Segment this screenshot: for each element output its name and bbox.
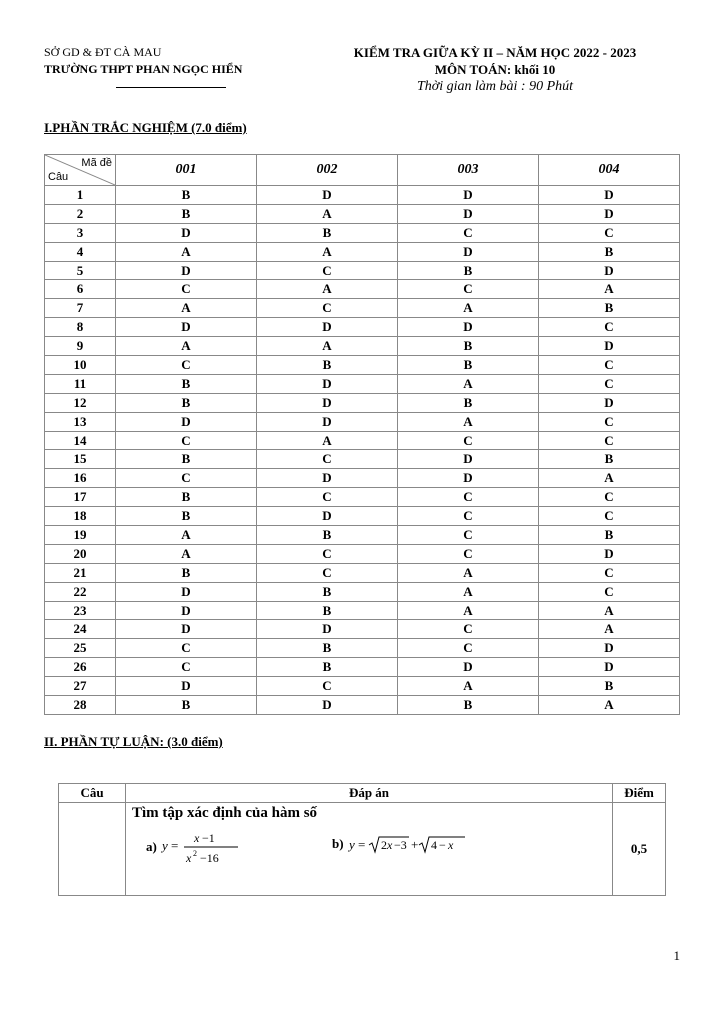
answer-row bbox=[45, 242, 680, 261]
essay-col-score: Điểm bbox=[613, 784, 666, 803]
svg-text:4: 4 bbox=[430, 838, 437, 852]
answer-cell: C bbox=[398, 526, 539, 545]
answer-row bbox=[45, 526, 680, 545]
answer-key-body bbox=[45, 186, 680, 715]
svg-text:=: = bbox=[357, 837, 366, 852]
essay-col-answer: Đáp án bbox=[126, 784, 613, 803]
answer-cell: D bbox=[398, 658, 539, 677]
answer-cell: B bbox=[398, 356, 539, 375]
formula-a bbox=[160, 828, 250, 868]
answer-cell: A bbox=[398, 412, 539, 431]
code-header: 003 bbox=[398, 155, 539, 186]
answer-cell: D bbox=[539, 337, 680, 356]
part-a bbox=[146, 828, 250, 868]
code-header: 002 bbox=[257, 155, 398, 186]
part-b bbox=[332, 834, 477, 856]
part-a-label: a) bbox=[146, 838, 157, 854]
answer-cell: C bbox=[116, 356, 257, 375]
answer-cell: D bbox=[398, 242, 539, 261]
exam-header bbox=[330, 44, 660, 95]
answer-cell: C bbox=[257, 563, 398, 582]
answer-cell: D bbox=[539, 393, 680, 412]
answer-cell: D bbox=[539, 658, 680, 677]
answer-cell: A bbox=[398, 601, 539, 620]
exam-duration: Thời gian làm bài : 90 Phút bbox=[416, 79, 574, 94]
answer-cell: B bbox=[116, 186, 257, 205]
answer-cell: A bbox=[116, 526, 257, 545]
svg-text:2: 2 bbox=[380, 838, 387, 852]
answer-cell: A bbox=[539, 469, 680, 488]
answer-row bbox=[45, 507, 680, 526]
answer-cell: D bbox=[539, 261, 680, 280]
answer-cell: A bbox=[398, 563, 539, 582]
answer-row bbox=[45, 337, 680, 356]
section2-title: II. PHẦN TỰ LUẬN: (3.0 điểm) bbox=[44, 734, 223, 749]
svg-text:2: 2 bbox=[193, 849, 198, 858]
question-number: 16 bbox=[45, 469, 116, 488]
answer-cell: A bbox=[257, 337, 398, 356]
answer-cell: B bbox=[257, 223, 398, 242]
answer-cell: B bbox=[257, 639, 398, 658]
answer-cell: D bbox=[116, 601, 257, 620]
answer-row bbox=[45, 563, 680, 582]
answer-cell: A bbox=[257, 204, 398, 223]
answer-cell: C bbox=[398, 620, 539, 639]
answer-cell: C bbox=[398, 431, 539, 450]
answer-cell: B bbox=[116, 563, 257, 582]
answer-cell: A bbox=[539, 620, 680, 639]
answer-cell: D bbox=[398, 318, 539, 337]
answer-cell: D bbox=[257, 469, 398, 488]
answer-cell: B bbox=[116, 393, 257, 412]
answer-cell: A bbox=[398, 582, 539, 601]
answer-cell: D bbox=[257, 393, 398, 412]
svg-text:y: y bbox=[162, 838, 168, 853]
answer-row bbox=[45, 696, 680, 715]
answer-cell: D bbox=[398, 204, 539, 223]
question-number: 19 bbox=[45, 526, 116, 545]
answer-row bbox=[45, 431, 680, 450]
answer-cell: B bbox=[398, 393, 539, 412]
question-number: 18 bbox=[45, 507, 116, 526]
question-number: 17 bbox=[45, 488, 116, 507]
answer-row bbox=[45, 412, 680, 431]
essay-table bbox=[58, 783, 666, 896]
answer-row bbox=[45, 393, 680, 412]
answer-cell: B bbox=[116, 204, 257, 223]
answer-cell: D bbox=[539, 186, 680, 205]
corner-cell bbox=[45, 155, 116, 186]
answer-cell: C bbox=[539, 431, 680, 450]
answer-cell: B bbox=[539, 450, 680, 469]
answer-cell: B bbox=[539, 299, 680, 318]
answer-row bbox=[45, 488, 680, 507]
answer-cell: C bbox=[539, 488, 680, 507]
answer-cell: A bbox=[539, 601, 680, 620]
svg-text:+: + bbox=[410, 837, 419, 852]
question-number: 14 bbox=[45, 431, 116, 450]
essay-row bbox=[59, 803, 666, 896]
answer-cell: D bbox=[257, 507, 398, 526]
answer-cell: D bbox=[257, 374, 398, 393]
answer-cell: B bbox=[539, 526, 680, 545]
question-number: 9 bbox=[45, 337, 116, 356]
answer-cell: B bbox=[116, 488, 257, 507]
answer-cell: D bbox=[116, 261, 257, 280]
answer-cell: B bbox=[116, 507, 257, 526]
answer-cell: A bbox=[539, 696, 680, 715]
question-number: 4 bbox=[45, 242, 116, 261]
section1-title: I.PHẦN TRẮC NGHIỆM (7.0 điểm) bbox=[44, 120, 247, 135]
answer-cell: C bbox=[398, 488, 539, 507]
answer-cell: B bbox=[116, 696, 257, 715]
question-title: Tìm tập xác định của hàm số bbox=[132, 805, 318, 821]
answer-cell: B bbox=[257, 582, 398, 601]
answer-cell: C bbox=[539, 412, 680, 431]
answer-cell: B bbox=[398, 261, 539, 280]
answer-cell: C bbox=[257, 677, 398, 696]
answer-cell: D bbox=[116, 677, 257, 696]
code-header: 001 bbox=[116, 155, 257, 186]
answer-cell: C bbox=[257, 544, 398, 563]
svg-text:−1: −1 bbox=[202, 831, 215, 845]
answer-cell: B bbox=[398, 696, 539, 715]
corner-label-code: Mã đề bbox=[81, 157, 112, 169]
answer-cell: D bbox=[116, 412, 257, 431]
answer-cell: C bbox=[539, 223, 680, 242]
answer-row bbox=[45, 658, 680, 677]
answer-cell: C bbox=[539, 507, 680, 526]
question-number: 28 bbox=[45, 696, 116, 715]
answer-cell: B bbox=[257, 601, 398, 620]
question-number: 6 bbox=[45, 280, 116, 299]
svg-text:−3: −3 bbox=[393, 838, 407, 852]
essay-question-cell bbox=[59, 803, 126, 896]
school-name: TRƯỜNG THPT PHAN NGỌC HIỂN bbox=[44, 62, 243, 76]
answer-row bbox=[45, 639, 680, 658]
question-number: 21 bbox=[45, 563, 116, 582]
answer-cell: B bbox=[539, 677, 680, 696]
answer-row bbox=[45, 299, 680, 318]
answer-cell: A bbox=[257, 280, 398, 299]
answer-row bbox=[45, 261, 680, 280]
answer-row bbox=[45, 469, 680, 488]
exam-subject: MÔN TOÁN: khối 10 bbox=[434, 62, 556, 77]
header-divider bbox=[116, 87, 226, 88]
answer-cell: A bbox=[116, 299, 257, 318]
svg-text:−16: −16 bbox=[200, 851, 219, 865]
answer-cell: B bbox=[257, 658, 398, 677]
answer-cell: C bbox=[257, 450, 398, 469]
answer-key-table bbox=[44, 154, 680, 715]
answer-cell: A bbox=[539, 280, 680, 299]
answer-cell: D bbox=[257, 696, 398, 715]
answer-cell: D bbox=[539, 204, 680, 223]
answer-cell: B bbox=[398, 337, 539, 356]
answer-cell: B bbox=[539, 242, 680, 261]
answer-cell: D bbox=[116, 223, 257, 242]
answer-cell: D bbox=[116, 620, 257, 639]
answer-cell: C bbox=[539, 318, 680, 337]
question-number: 27 bbox=[45, 677, 116, 696]
answer-cell: A bbox=[257, 242, 398, 261]
answer-row bbox=[45, 318, 680, 337]
answer-cell: A bbox=[398, 299, 539, 318]
part-b-label: b) bbox=[332, 835, 344, 851]
answer-cell: C bbox=[116, 469, 257, 488]
code-header: 004 bbox=[539, 155, 680, 186]
essay-col-question: Câu bbox=[59, 784, 126, 803]
answer-cell: C bbox=[116, 431, 257, 450]
question-number: 7 bbox=[45, 299, 116, 318]
answer-cell: B bbox=[257, 526, 398, 545]
svg-text:−: − bbox=[438, 838, 446, 852]
svg-text:=: = bbox=[171, 838, 179, 853]
corner-label-question: Câu bbox=[48, 171, 69, 183]
svg-text:x: x bbox=[194, 831, 200, 845]
answer-row bbox=[45, 204, 680, 223]
answer-cell: C bbox=[398, 544, 539, 563]
question-number: 24 bbox=[45, 620, 116, 639]
question-number: 12 bbox=[45, 393, 116, 412]
question-number: 2 bbox=[45, 204, 116, 223]
answer-cell: A bbox=[257, 431, 398, 450]
answer-cell: D bbox=[257, 318, 398, 337]
answer-cell: C bbox=[116, 658, 257, 677]
question-number: 26 bbox=[45, 658, 116, 677]
question-number: 23 bbox=[45, 601, 116, 620]
answer-cell: C bbox=[398, 280, 539, 299]
answer-row bbox=[45, 280, 680, 299]
svg-text:x: x bbox=[386, 838, 393, 852]
answer-cell: C bbox=[539, 356, 680, 375]
question-number: 13 bbox=[45, 412, 116, 431]
answer-cell: D bbox=[116, 318, 257, 337]
answer-cell: C bbox=[257, 488, 398, 507]
question-number: 22 bbox=[45, 582, 116, 601]
page-number: 1 bbox=[673, 948, 680, 963]
answer-cell: D bbox=[539, 544, 680, 563]
svg-text:y: y bbox=[348, 837, 355, 852]
answer-cell: A bbox=[116, 544, 257, 563]
question-number: 5 bbox=[45, 261, 116, 280]
answer-row bbox=[45, 186, 680, 205]
question-number: 15 bbox=[45, 450, 116, 469]
answer-cell: A bbox=[398, 677, 539, 696]
answer-cell: C bbox=[539, 374, 680, 393]
answer-cell: D bbox=[398, 450, 539, 469]
svg-text:x: x bbox=[447, 838, 454, 852]
answer-cell: A bbox=[116, 242, 257, 261]
answer-cell: C bbox=[257, 261, 398, 280]
answer-cell: D bbox=[116, 582, 257, 601]
answer-cell: C bbox=[398, 507, 539, 526]
answer-cell: C bbox=[257, 299, 398, 318]
formula-b bbox=[347, 834, 477, 856]
answer-cell: B bbox=[257, 356, 398, 375]
essay-answer-cell bbox=[126, 803, 613, 896]
answer-row bbox=[45, 450, 680, 469]
answer-cell: B bbox=[116, 374, 257, 393]
question-number: 20 bbox=[45, 544, 116, 563]
answer-cell: C bbox=[539, 582, 680, 601]
answer-cell: D bbox=[398, 186, 539, 205]
answer-row bbox=[45, 356, 680, 375]
answer-row bbox=[45, 223, 680, 242]
school-header bbox=[44, 44, 242, 88]
svg-text:x: x bbox=[186, 851, 192, 865]
answer-cell: C bbox=[398, 639, 539, 658]
answer-cell: C bbox=[539, 563, 680, 582]
answer-key-header-row bbox=[45, 155, 680, 186]
essay-header-row bbox=[59, 784, 666, 803]
answer-row bbox=[45, 544, 680, 563]
essay-score-cell: 0,5 bbox=[613, 803, 666, 896]
answer-cell: D bbox=[257, 186, 398, 205]
question-number: 8 bbox=[45, 318, 116, 337]
answer-cell: A bbox=[398, 374, 539, 393]
question-number: 3 bbox=[45, 223, 116, 242]
answer-cell: C bbox=[116, 280, 257, 299]
answer-cell: D bbox=[398, 469, 539, 488]
answer-row bbox=[45, 601, 680, 620]
answer-row bbox=[45, 374, 680, 393]
department-name: SỞ GD & ĐT CÀ MAU bbox=[44, 45, 162, 59]
answer-row bbox=[45, 677, 680, 696]
exam-title: KIỂM TRA GIỮA KỲ II – NĂM HỌC 2022 - 2023 bbox=[353, 45, 637, 60]
question-number: 25 bbox=[45, 639, 116, 658]
question-number: 1 bbox=[45, 186, 116, 205]
answer-cell: D bbox=[257, 620, 398, 639]
answer-row bbox=[45, 620, 680, 639]
answer-cell: C bbox=[116, 639, 257, 658]
answer-cell: C bbox=[398, 223, 539, 242]
answer-row bbox=[45, 582, 680, 601]
answer-cell: B bbox=[116, 450, 257, 469]
answer-cell: D bbox=[257, 412, 398, 431]
answer-cell: A bbox=[116, 337, 257, 356]
question-number: 10 bbox=[45, 356, 116, 375]
question-number: 11 bbox=[45, 374, 116, 393]
answer-cell: D bbox=[539, 639, 680, 658]
